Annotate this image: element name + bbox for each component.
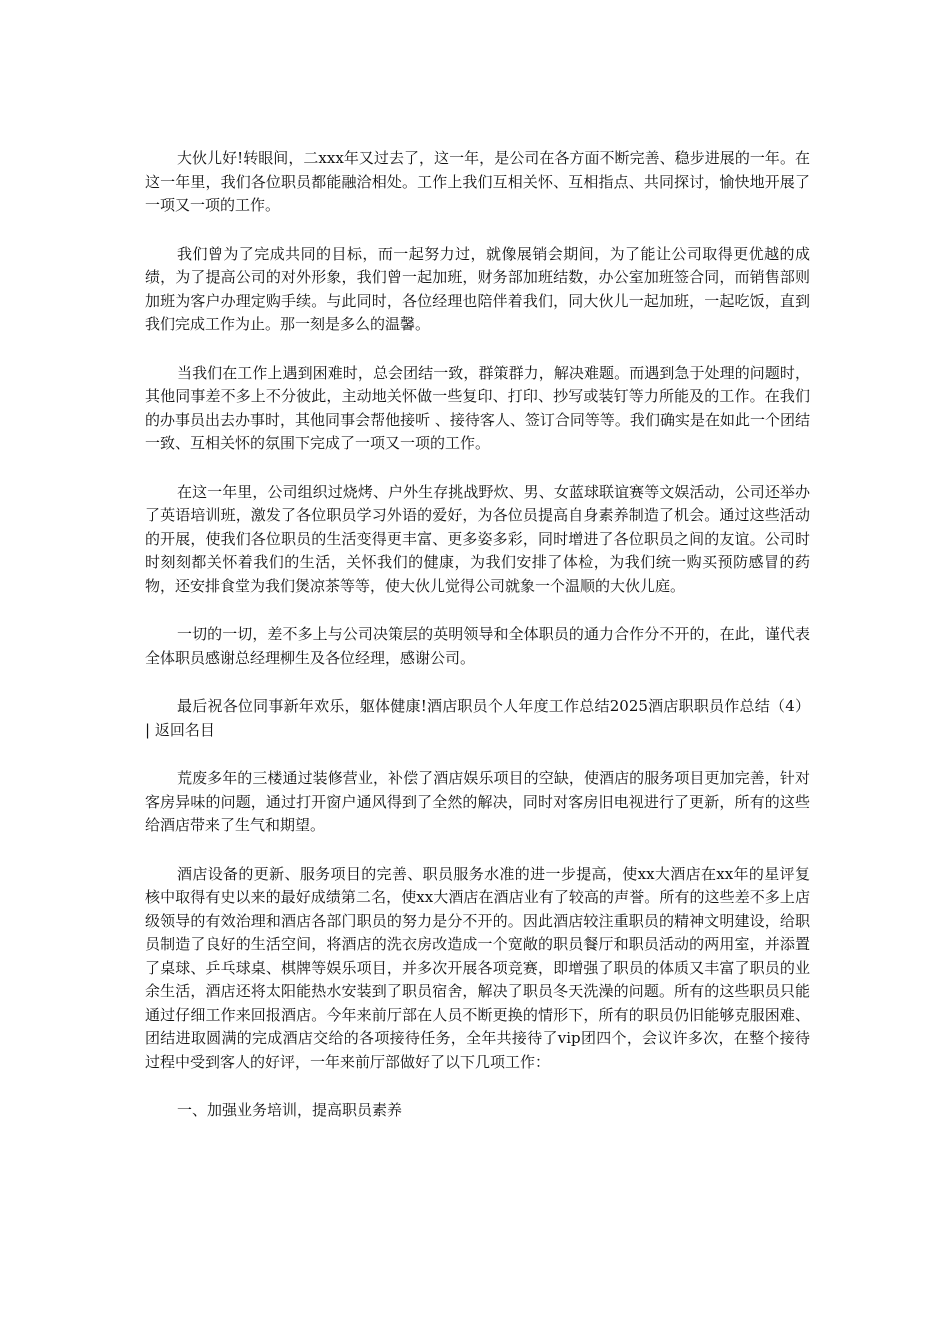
- paragraph-teamwork: 当我们在工作上遇到困难时，总会团结一致，群策群力，解决难题。而遇到急于处理的问题时，其他同事差不多上不分彼此，主动地关怀做一些复印、打印、抄写或装钉等力所能及的工作。在我们的办事员出去办事时，其他同事会帮他接听 、接待客人、签订合同等等。我们确实是在如此一个团结一致、互相关怀的氛围下完成了一项又一项的工作。: [145, 363, 810, 452]
- paragraph-thanks: 一切的一切，差不多上与公司决策层的英明领导和全体职员的通力合作分不开的，在此，谨代表全体职员感谢总经理柳生及各位经理，感谢公司。: [145, 625, 810, 667]
- paragraph-greeting: 大伙儿好!转眼间，二xxx年又过去了，这一年，是公司在各方面不断完善、稳步进展的一年。在这一年里，我们各位职员都能融洽相处。工作上我们互相关怀、互相指点、共同探讨，愉快地开展了一项又一项的工作。: [145, 149, 810, 214]
- document-body: [145, 147, 810, 1148]
- paragraph-closing: 最后祝各位同事新年欢乐，躯体健康!酒店职员个人年度工作总结2025酒店职职员作总结（4） | 返回名目: [145, 697, 810, 739]
- paragraph-activities: 在这一年里，公司组织过烧烤、户外生存挑战野炊、男、女蓝球联谊赛等文娱活动，公司还举办了英语培训班，激发了各位职员学习外语的爱好，为各位员提高自身素养制造了机会。通过这些活动的开展，使我们各位职员的生活变得更丰富、更多姿多彩，同时增进了各位职员之间的友谊。公司时时刻刻都关怀着我们的生活，关怀我们的健康，为我们安排了体检，为我们统一购买预防感冒的药物，还安排食堂为我们煲凉茶等等，使大伙儿觉得公司就象一个温顺的大伙儿庭。: [145, 482, 810, 595]
- section-heading: 一、加强业务培训，提高职员素养: [177, 1101, 403, 1119]
- paragraph-hotel-improvement: 酒店设备的更新、服务项目的完善、职员服务水准的进一步提高，使xx大酒店在xx年的星评复核中取得有史以来的最好成绩第二名，使xx大酒店在酒店业有了较高的声誉。所有的这些差不多上店级领导的有效治理和酒店各部门职员的努力是分不开的。因此酒店较注重职员的精神文明建设，给职员制造了良好的生活空间，将酒店的洗衣房改造成一个宽敞的职员餐厅和职员活动的两用室，并添置了桌球、乒乓球桌、棋牌等娱乐项目，并多次开展各项竞赛，即增强了职员的体质又丰富了职员的业余生活，酒店还将太阳能热水安装到了职员宿舍，解决了职员冬天洗澡的问题。所有的这些职员只能通过仔细工作来回报酒店。今年来前厅部在人员不断更换的情形下，所有的职员仍旧能够克服困难、团结进取圆满的完成酒店交给的各项接待任务，全年共接待了vip团四个，会议许多次，在整个接待过程中受到客人的好评，一年来前厅部做好了以下几项工作：: [145, 864, 810, 1071]
- paragraph-overtime: 我们曾为了完成共同的目标，而一起努力过，就像展销会期间，为了能让公司取得更优越的成绩，为了提高公司的对外形象，我们曾一起加班，财务部加班结数，办公室加班签合同，而销售部则加班为客户办理定购手续。与此同时，各位经理也陪伴着我们，同大伙儿一起加班，一起吃饭，直到我们完成工作为止。那一刻是多么的温馨。: [145, 244, 810, 333]
- paragraph-renovation: 荒废多年的三楼通过装修营业，补偿了酒店娱乐项目的空缺，使酒店的服务项目更加完善，针对客房异味的问题，通过打开窗户通风得到了全然的解决，同时对客房旧电视进行了更新，所有的这些给酒店带来了生气和期望。: [145, 769, 810, 834]
